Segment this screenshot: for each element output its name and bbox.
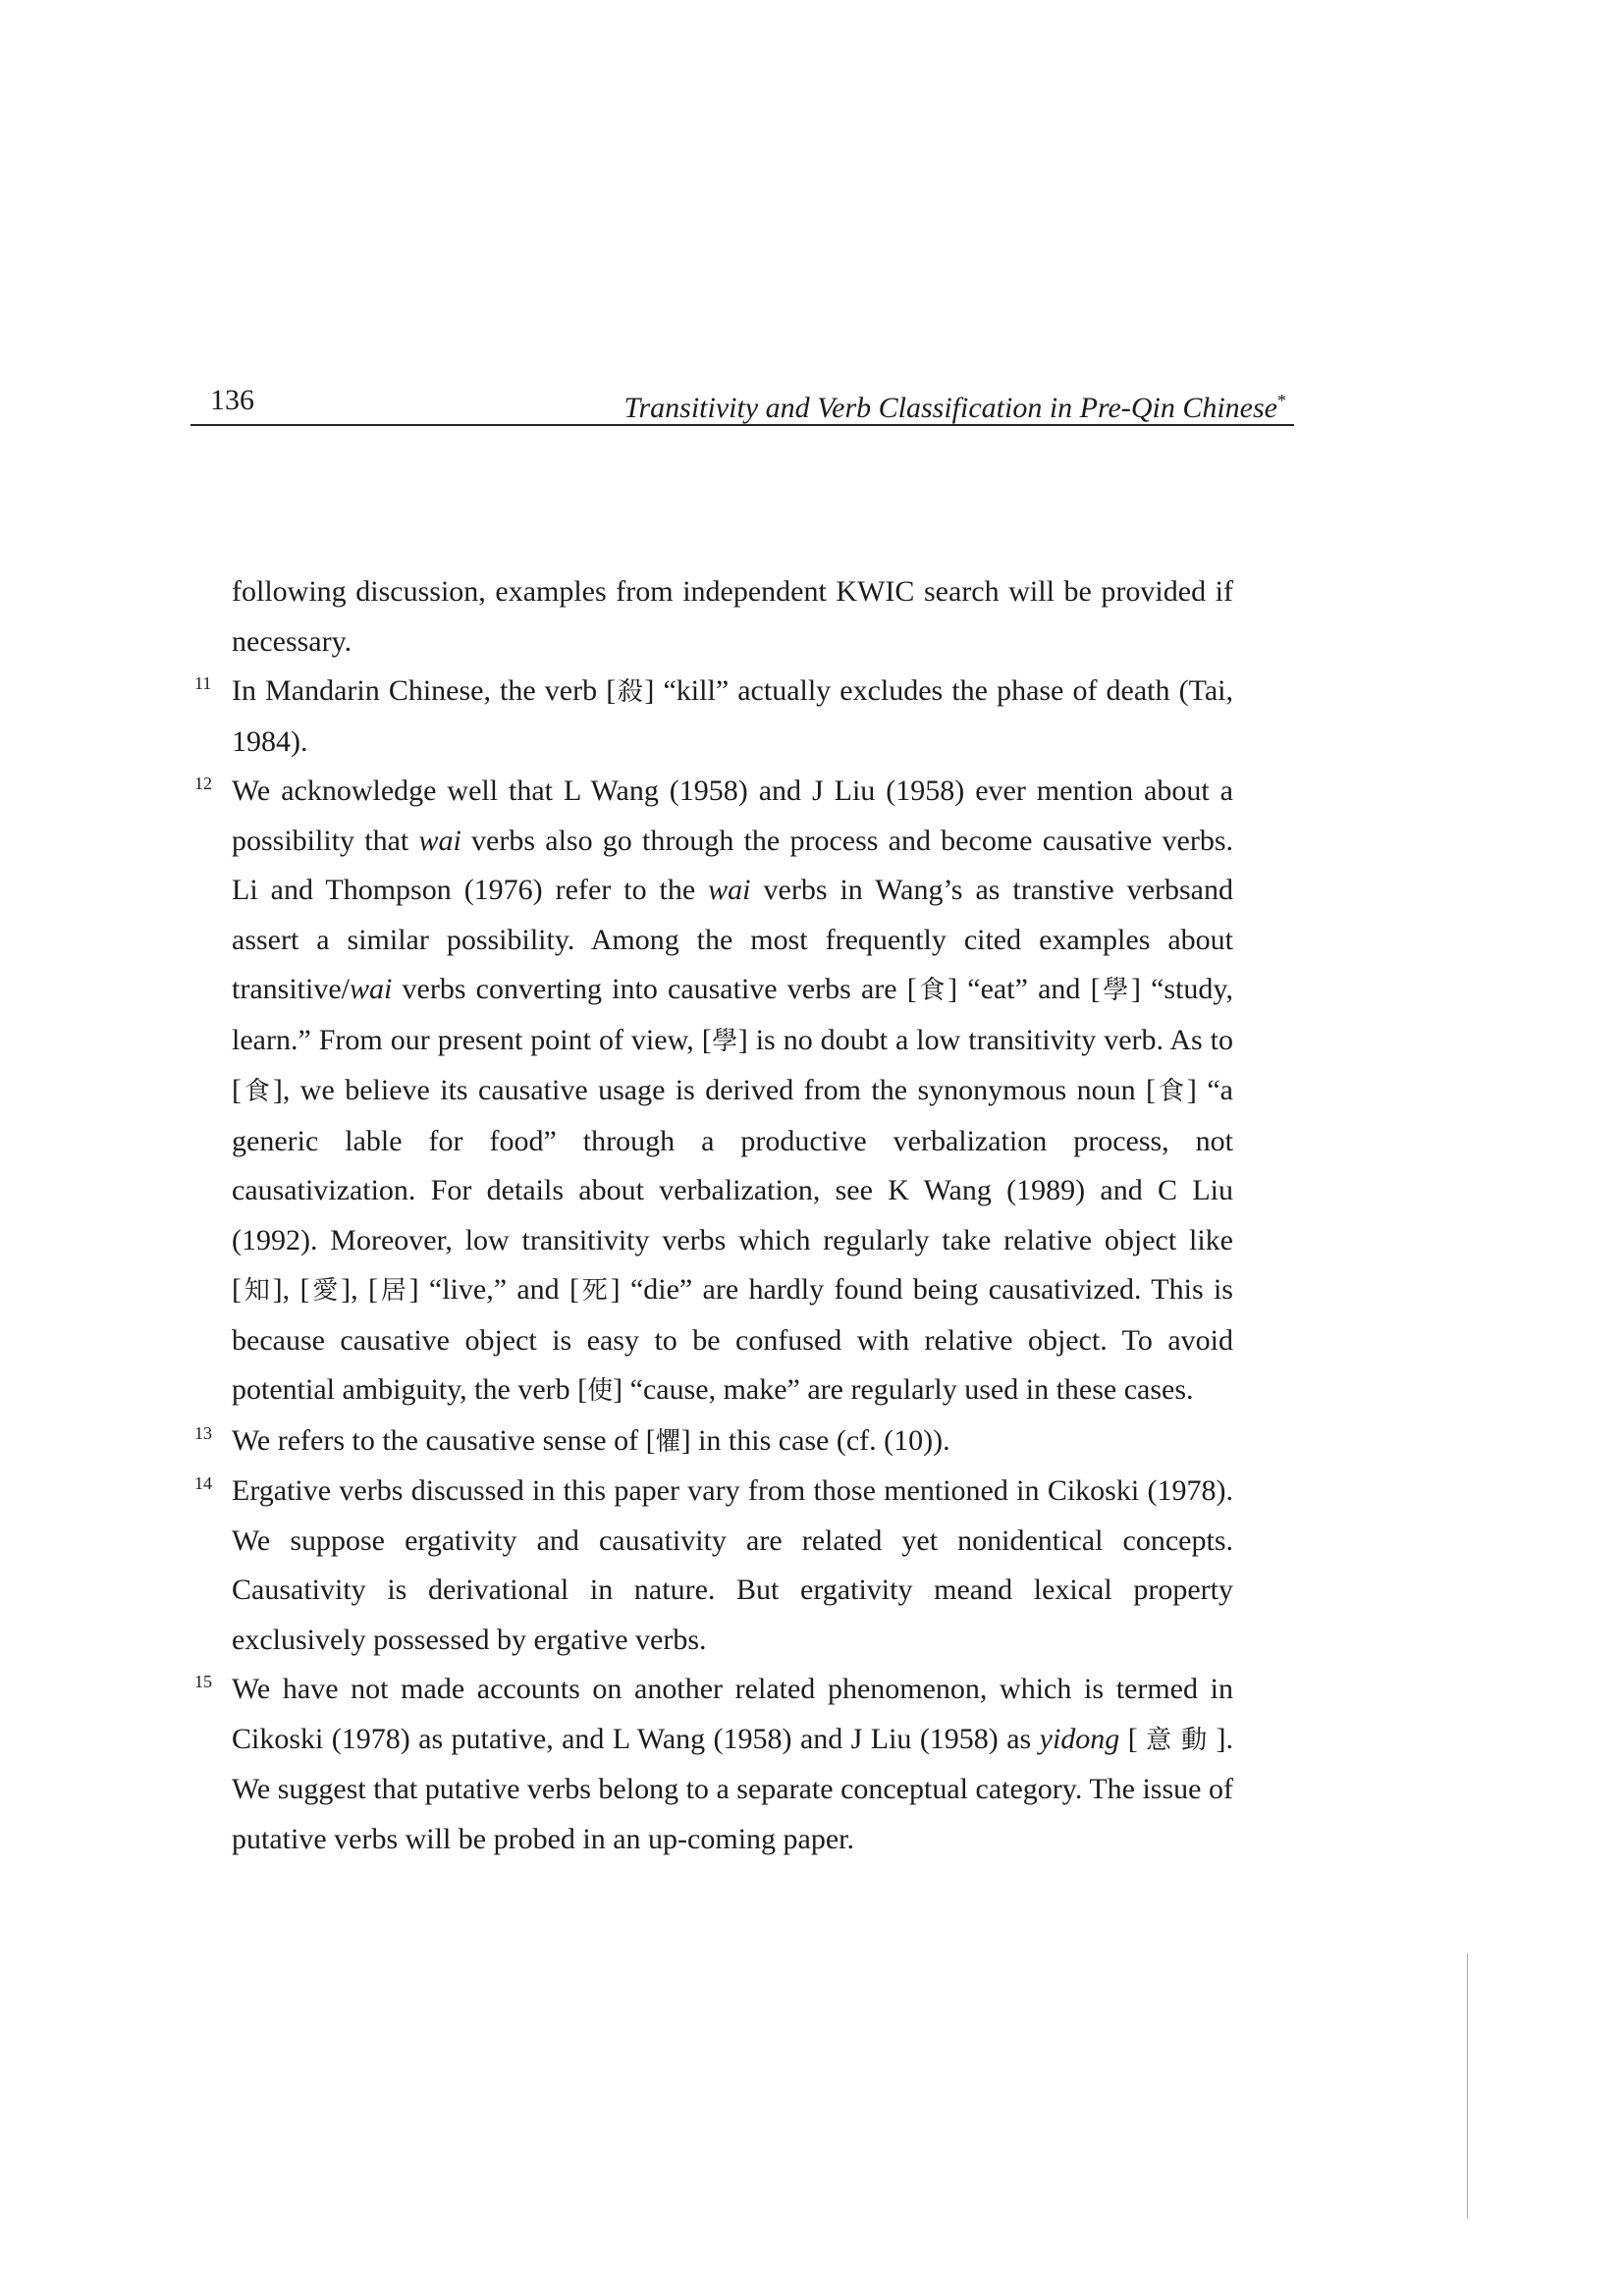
chinese-character: 居 bbox=[377, 1276, 409, 1306]
title-footnote-mark: * bbox=[1277, 391, 1286, 410]
chinese-character: 食 bbox=[916, 976, 948, 1005]
running-header bbox=[190, 379, 1294, 426]
footnote-number: 13 bbox=[194, 1422, 212, 1443]
chinese-character: 使 bbox=[587, 1376, 614, 1406]
footnote-number: 11 bbox=[194, 673, 212, 693]
chinese-character: 殺 bbox=[616, 677, 645, 707]
footnote-15: 15 We have not made accounts on another related phenomenon, which is termed in Cikoski (1978) as putative, and L Wang (1958) and J Liu (1958) as yidong [ 意 動 ]. We suggest that putative verbs belong to a separate conceptual category. The issue of putative verbs will be probed in an up-coming paper. bbox=[218, 1665, 1233, 1864]
chinese-character: 死 bbox=[578, 1276, 611, 1306]
scan-edge-mark bbox=[1467, 1953, 1468, 2218]
chinese-character: 學 bbox=[1100, 976, 1131, 1005]
chinese-character: 食 bbox=[242, 1077, 273, 1106]
chinese-character: 學 bbox=[711, 1026, 738, 1056]
footnotes-area bbox=[194, 567, 1234, 1864]
footnote-11: 11 In Mandarin Chinese, the verb [殺] “kill” actually excludes the phase of death (Tai, 1984). bbox=[218, 667, 1233, 767]
footnote-number: 15 bbox=[194, 1672, 212, 1691]
chinese-character: 懼 bbox=[655, 1426, 681, 1457]
footnote-14: 14 Ergative verbs discussed in this paper vary from those mentioned in Cikoski (1978). We suppose ergativity and causativity are related yet nonidentical concepts. Causativity is derivational in nature. But ergativity meand lexical property exclusively possessed by ergative verbs. bbox=[218, 1467, 1233, 1665]
footnote-number: 12 bbox=[194, 774, 212, 793]
page-number: 136 bbox=[210, 384, 254, 416]
chinese-character: 食 bbox=[1156, 1077, 1187, 1106]
footnote-continuation: following discussion, examples from independent KWIC search will be provided if necessary. bbox=[232, 575, 1233, 658]
chinese-character: 知 bbox=[242, 1276, 273, 1306]
footnote-13: 13 We refers to the causative sense of [懼] in this case (cf. (10)). bbox=[218, 1416, 1233, 1468]
footnote-12: 12 We acknowledge well that L Wang (1958) and J Liu (1958) ever mention about a possibility that wai verbs also go through the process and become causative verbs. Li and Thompson (1976) refer to the wai verbs in Wang’s as transtive verbsand assert a similar possibility. Among the most frequently cited examples about transitive/wai verbs converting into causative verbs are [食] “eat” and [學] “study, learn.” From our present point of view, [學] is no doubt a low transitivity verb. As to [食], we believe its causative usage is derived from the synonymous noun [食] “a generic lable for food” through a productive verbalization process, not causativization. For details about verbalization, see K Wang (1989) and C Liu (1992). Moreover, low transitivity verbs which regularly take relative object like [知], [愛], [居] “live,” and [死] “die” are hardly found being causativized. This is because causative object is easy to be confused with relative object. To avoid potential ambiguity, the verb [使] “cause, make” are regularly used in these cases. bbox=[218, 767, 1233, 1416]
running-title: Transitivity and Verb Classification in Pre-Qin Chinese* bbox=[623, 391, 1286, 424]
chinese-character: 愛 bbox=[309, 1276, 342, 1306]
footnote-number: 14 bbox=[194, 1473, 212, 1493]
chinese-character: 意 動 bbox=[1146, 1725, 1209, 1755]
